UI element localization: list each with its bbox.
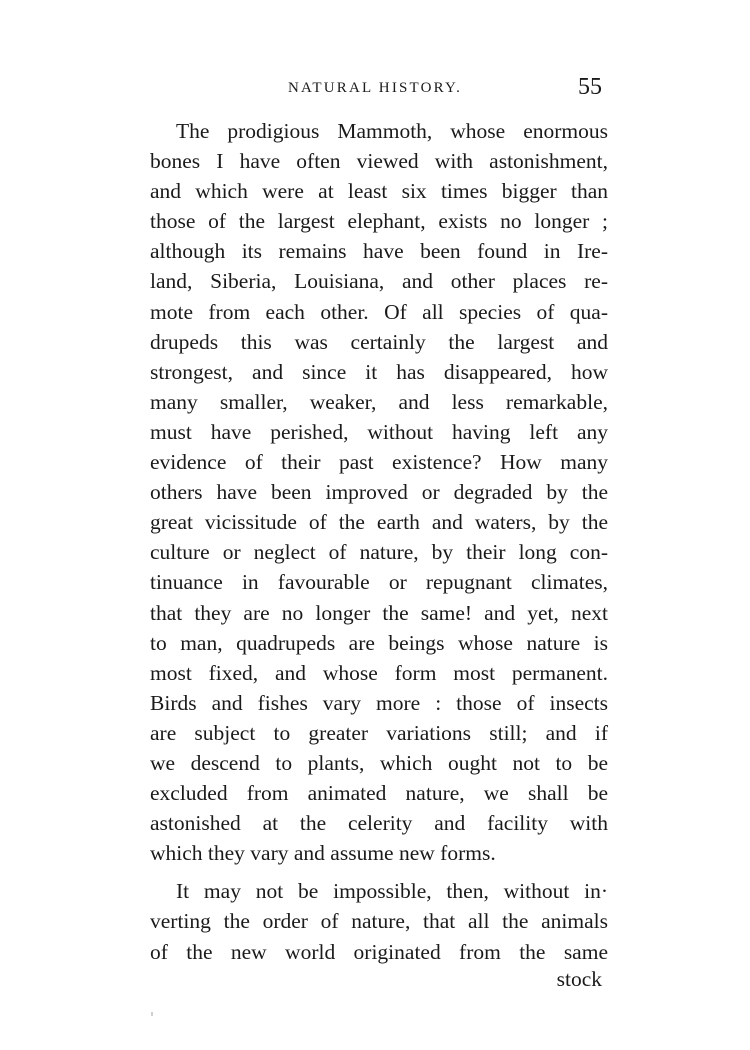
text-line: that they are no longer the same! and yet, next [150,600,608,625]
body-text [150,116,608,967]
text-line: to man, quadrupeds are beings whose nature is [150,630,608,655]
text-line: Birds and fishes vary more : those of insects [150,690,608,715]
text-line: others have been improved or degraded by the [150,480,608,505]
margin-speck [151,1012,153,1016]
text-line: It may not be impossible, then, without in· [176,879,608,904]
catchword: stock [556,967,602,991]
text-line: tinuance in favourable or repugnant climates, [150,570,608,595]
text-line: land, Siberia, Louisiana, and other places re- [150,269,608,294]
running-head: NATURAL HISTORY. [288,80,463,96]
page-header [150,76,610,106]
text-line: verting the order of nature, that all the animals [150,909,608,934]
text-line: bones I have often viewed with astonishment, [150,149,608,174]
text-line: culture or neglect of nature, by their long con- [150,540,608,565]
text-line: excluded from animated nature, we shall be [150,781,608,806]
text-line: and which were at least six times bigger than [150,179,608,204]
page-number: 55 [578,74,602,100]
text-line: astonished at the celerity and facility with [150,811,608,836]
text-line: must have perished, without having left any [150,419,608,444]
text-line: evidence of their past existence? How many [150,450,608,475]
text-line: The prodigious Mammoth, whose enormous [176,119,608,143]
text-line: are subject to greater variations still; and if [150,720,608,745]
text-line: most fixed, and whose form most permanent. [150,660,608,685]
paragraph-gap [150,868,608,876]
paragraph [150,876,608,966]
text-line: drupeds this was certainly the largest and [150,329,608,354]
text-line: those of the largest elephant, exists no longer ; [150,209,608,234]
text-line: strongest, and since it has disappeared, how [150,359,608,384]
text-line: although its remains have been found in Ire- [150,239,608,264]
text-line: we descend to plants, which ought not to be [150,750,608,775]
text-line: which they vary and assume new forms. [150,841,496,866]
text-line: great vicissitude of the earth and waters, by the [150,510,608,535]
text-line: many smaller, weaker, and less remarkable, [150,389,608,414]
paragraph [150,116,608,868]
text-line: of the new world originated from the same [150,939,608,964]
text-line: mote from each other. Of all species of qua- [150,299,608,324]
